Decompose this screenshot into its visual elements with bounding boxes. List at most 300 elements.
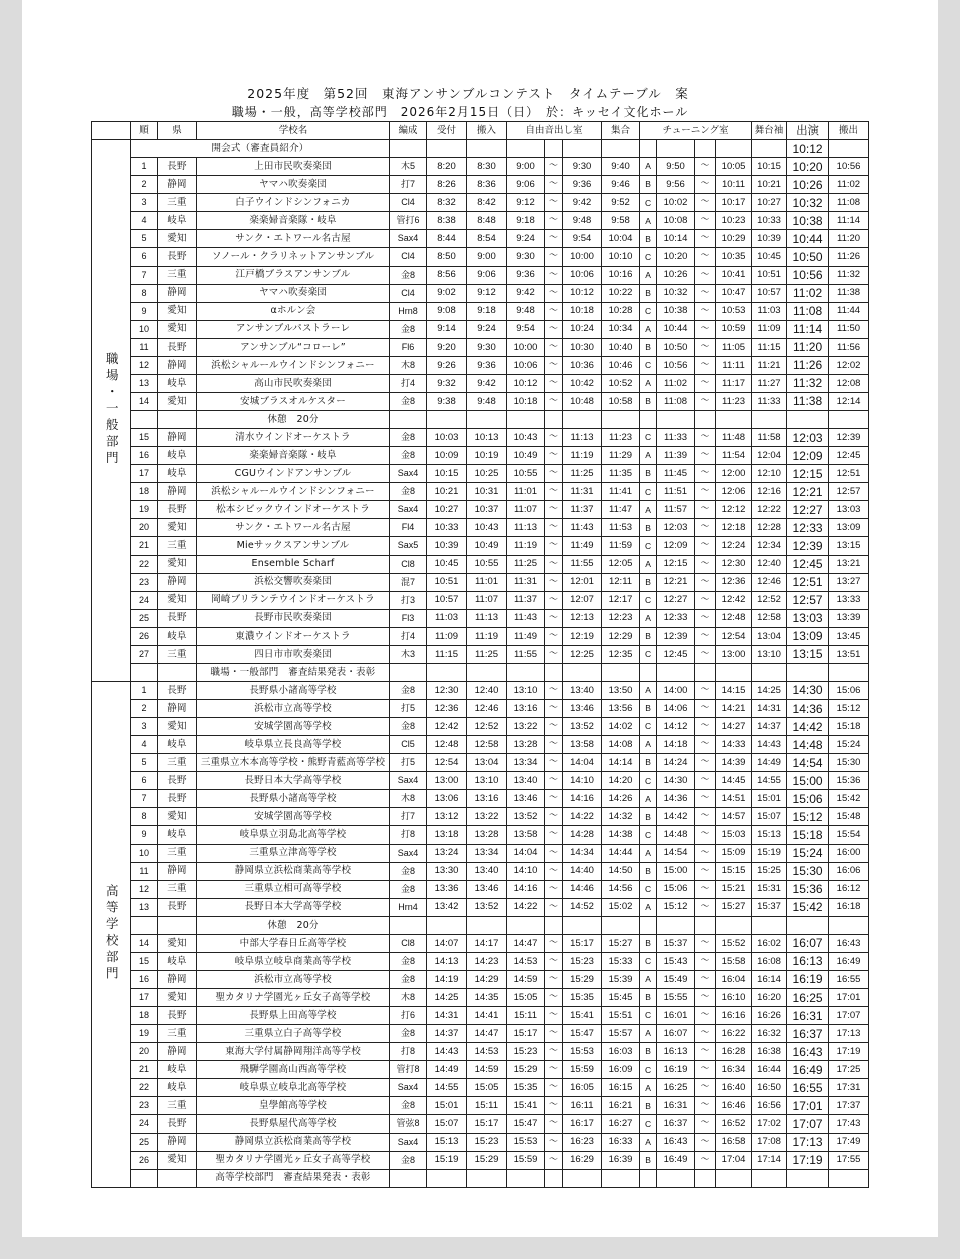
carry-out-time: 11:08 xyxy=(829,194,869,212)
carry-in-time: 10:43 xyxy=(467,519,507,537)
header-performance: 出演 xyxy=(787,122,829,140)
assembly-time: 15:02 xyxy=(602,898,640,916)
tuning-tilde: ～ xyxy=(695,284,716,302)
tuning-room: C xyxy=(640,1115,657,1133)
carry-in-time: 13:10 xyxy=(467,772,507,790)
performance-time: 16:49 xyxy=(787,1061,829,1079)
assembly-time: 10:04 xyxy=(602,230,640,248)
table-row xyxy=(92,266,869,284)
school-name: 江戸橋ブラスアンサンブル xyxy=(197,266,390,284)
school-name: サンク・エトワール名古屋 xyxy=(197,519,390,537)
tuning-end: 14:27 xyxy=(716,718,752,736)
tuning-end: 14:45 xyxy=(716,772,752,790)
tuning-room: A xyxy=(640,158,657,176)
empty-cell xyxy=(467,916,507,934)
carry-out-time: 11:44 xyxy=(829,302,869,320)
assembly-time: 9:46 xyxy=(602,176,640,194)
carry-out-time: 17:49 xyxy=(829,1133,869,1151)
warmup-tilde: ～ xyxy=(545,627,563,645)
stage-wing-time: 12:52 xyxy=(752,591,787,609)
prefecture: 静岡 xyxy=(158,573,197,591)
empty-cell xyxy=(158,663,197,681)
assembly-time: 14:14 xyxy=(602,754,640,772)
carry-in-time: 13:52 xyxy=(467,898,507,916)
reception-time: 8:20 xyxy=(427,158,467,176)
tuning-start: 16:43 xyxy=(657,1133,695,1151)
prefecture: 愛知 xyxy=(158,718,197,736)
tuning-tilde: ～ xyxy=(695,591,716,609)
prefecture: 愛知 xyxy=(158,555,197,573)
performance-time: 11:38 xyxy=(787,392,829,410)
performance-time: 17:19 xyxy=(787,1151,829,1169)
formation: Cl4 xyxy=(390,248,427,266)
warmup-end: 13:46 xyxy=(563,700,602,718)
warmup-end: 15:35 xyxy=(563,989,602,1007)
prefecture: 岐阜 xyxy=(158,1061,197,1079)
prefecture: 静岡 xyxy=(158,356,197,374)
stage-wing-time: 15:37 xyxy=(752,898,787,916)
warmup-start: 15:41 xyxy=(507,1097,545,1115)
school-name: 楽楽婦音楽隊・岐阜 xyxy=(197,447,390,465)
reception-time: 13:30 xyxy=(427,862,467,880)
reception-time: 10:33 xyxy=(427,519,467,537)
table-row xyxy=(92,356,869,374)
tuning-start: 12:39 xyxy=(657,627,695,645)
carry-in-time: 9:42 xyxy=(467,374,507,392)
tuning-start: 15:37 xyxy=(657,934,695,952)
tuning-room: A xyxy=(640,212,657,230)
performance-time: 15:24 xyxy=(787,844,829,862)
school-name: 岐阜県立岐阜北高等学校 xyxy=(197,1079,390,1097)
formation: Hrn4 xyxy=(390,898,427,916)
tuning-tilde: ～ xyxy=(695,519,716,537)
prefecture: 三重 xyxy=(158,266,197,284)
reception-time: 10:15 xyxy=(427,465,467,483)
prefecture: 三重 xyxy=(158,880,197,898)
header-row xyxy=(92,122,869,140)
prefecture: 愛知 xyxy=(158,230,197,248)
empty-cell xyxy=(716,663,752,681)
tuning-tilde: ～ xyxy=(695,1007,716,1025)
school-name: 東海大学付属静岡翔洋高等学校 xyxy=(197,1043,390,1061)
stage-wing-time: 12:10 xyxy=(752,465,787,483)
formation: 打5 xyxy=(390,700,427,718)
carry-out-time: 13:03 xyxy=(829,501,869,519)
header-carry-in: 搬入 xyxy=(467,122,507,140)
tuning-start: 15:12 xyxy=(657,898,695,916)
school-name: 飛騨学園高山西高等学校 xyxy=(197,1061,390,1079)
carry-out-time: 12:08 xyxy=(829,374,869,392)
stage-wing-time: 10:39 xyxy=(752,230,787,248)
warmup-tilde: ～ xyxy=(545,1043,563,1061)
table-row xyxy=(92,880,869,898)
tuning-start: 15:00 xyxy=(657,862,695,880)
stage-wing-time: 16:38 xyxy=(752,1043,787,1061)
warmup-end: 13:58 xyxy=(563,736,602,754)
performance-time: 14:54 xyxy=(787,754,829,772)
carry-in-time: 11:13 xyxy=(467,609,507,627)
table-row xyxy=(92,284,869,302)
tuning-room: C xyxy=(640,483,657,501)
stage-wing-time: 11:33 xyxy=(752,392,787,410)
tuning-tilde: ～ xyxy=(695,934,716,952)
carry-in-time: 8:42 xyxy=(467,194,507,212)
order: 4 xyxy=(131,736,158,754)
tuning-tilde: ～ xyxy=(695,898,716,916)
tuning-end: 12:00 xyxy=(716,465,752,483)
formation: 金8 xyxy=(390,266,427,284)
assembly-time: 14:26 xyxy=(602,790,640,808)
warmup-tilde: ～ xyxy=(545,609,563,627)
warmup-tilde: ～ xyxy=(545,1079,563,1097)
order: 25 xyxy=(131,1133,158,1151)
assembly-time: 9:52 xyxy=(602,194,640,212)
empty-cell xyxy=(829,411,869,429)
warmup-tilde: ～ xyxy=(545,429,563,447)
carry-out-time: 15:42 xyxy=(829,790,869,808)
prefecture: 長野 xyxy=(158,609,197,627)
tuning-tilde: ～ xyxy=(695,1151,716,1169)
tuning-tilde: ～ xyxy=(695,1097,716,1115)
tuning-start: 10:56 xyxy=(657,356,695,374)
carry-out-time: 16:55 xyxy=(829,970,869,988)
order: 26 xyxy=(131,627,158,645)
prefecture: 長野 xyxy=(158,248,197,266)
tuning-room: C xyxy=(640,880,657,898)
performance-time: 11:14 xyxy=(787,320,829,338)
warmup-tilde: ～ xyxy=(545,555,563,573)
empty-cell xyxy=(657,1169,695,1187)
table-row xyxy=(92,483,869,501)
performance-time: 13:03 xyxy=(787,609,829,627)
performance-time: 11:20 xyxy=(787,338,829,356)
carry-out-time: 11:20 xyxy=(829,230,869,248)
performance-time: 17:13 xyxy=(787,1133,829,1151)
warmup-end: 10:36 xyxy=(563,356,602,374)
warmup-end: 10:48 xyxy=(563,392,602,410)
table-row xyxy=(92,736,869,754)
tuning-start: 10:20 xyxy=(657,248,695,266)
table-row xyxy=(92,465,869,483)
tuning-tilde: ～ xyxy=(695,302,716,320)
tuning-end: 10:53 xyxy=(716,302,752,320)
warmup-start: 9:42 xyxy=(507,284,545,302)
reception-time: 9:14 xyxy=(427,320,467,338)
carry-out-time: 17:43 xyxy=(829,1115,869,1133)
carry-in-time: 9:00 xyxy=(467,248,507,266)
warmup-tilde: ～ xyxy=(545,447,563,465)
tuning-room: A xyxy=(640,736,657,754)
assembly-time: 11:53 xyxy=(602,519,640,537)
carry-out-time: 16:18 xyxy=(829,898,869,916)
tuning-end: 10:23 xyxy=(716,212,752,230)
order: 12 xyxy=(131,356,158,374)
tuning-end: 15:03 xyxy=(716,826,752,844)
break-row xyxy=(92,916,869,934)
carry-out-time: 11:14 xyxy=(829,212,869,230)
carry-out-time: 17:13 xyxy=(829,1025,869,1043)
prefecture: 岐阜 xyxy=(158,447,197,465)
tuning-tilde: ～ xyxy=(695,627,716,645)
school-name: サンク・エトワール名古屋 xyxy=(197,230,390,248)
empty-cell xyxy=(467,140,507,158)
warmup-start: 10:00 xyxy=(507,338,545,356)
order: 12 xyxy=(131,880,158,898)
order: 9 xyxy=(131,826,158,844)
empty-cell xyxy=(545,411,563,429)
stage-wing-time: 16:14 xyxy=(752,970,787,988)
tuning-start: 14:18 xyxy=(657,736,695,754)
prefecture: 愛知 xyxy=(158,519,197,537)
tuning-tilde: ～ xyxy=(695,338,716,356)
carry-out-time: 13:15 xyxy=(829,537,869,555)
assembly-time: 15:51 xyxy=(602,1007,640,1025)
formation: 打4 xyxy=(390,374,427,392)
break-label: 休憩 20分 xyxy=(197,916,390,934)
reception-time: 13:18 xyxy=(427,826,467,844)
warmup-tilde: ～ xyxy=(545,1061,563,1079)
tuning-end: 14:33 xyxy=(716,736,752,754)
school-name: 楽楽婦音楽隊・岐阜 xyxy=(197,212,390,230)
carry-in-time: 13:16 xyxy=(467,790,507,808)
stage-wing-time: 14:31 xyxy=(752,700,787,718)
carry-out-time: 16:00 xyxy=(829,844,869,862)
order: 15 xyxy=(131,952,158,970)
reception-time: 13:42 xyxy=(427,898,467,916)
empty-cell xyxy=(602,663,640,681)
empty-cell xyxy=(131,1169,158,1187)
school-name: 松本シビックウインドオーケストラ xyxy=(197,501,390,519)
order: 24 xyxy=(131,1115,158,1133)
assembly-time: 16:33 xyxy=(602,1133,640,1151)
warmup-start: 11:01 xyxy=(507,483,545,501)
empty-cell xyxy=(829,916,869,934)
prefecture: 静岡 xyxy=(158,284,197,302)
formation: Sax4 xyxy=(390,230,427,248)
empty-cell xyxy=(695,140,716,158)
tuning-end: 16:28 xyxy=(716,1043,752,1061)
table-row xyxy=(92,989,869,1007)
assembly-time: 13:56 xyxy=(602,700,640,718)
prefecture: 岐阜 xyxy=(158,826,197,844)
carry-in-time: 8:54 xyxy=(467,230,507,248)
carry-out-time: 11:02 xyxy=(829,176,869,194)
table-row xyxy=(92,609,869,627)
assembly-time: 16:27 xyxy=(602,1115,640,1133)
empty-cell xyxy=(602,411,640,429)
tuning-room: B xyxy=(640,338,657,356)
table-row xyxy=(92,573,869,591)
tuning-room: B xyxy=(640,573,657,591)
table-row xyxy=(92,970,869,988)
carry-in-time: 11:01 xyxy=(467,573,507,591)
prefecture: 静岡 xyxy=(158,700,197,718)
assembly-time: 14:32 xyxy=(602,808,640,826)
tuning-room: B xyxy=(640,862,657,880)
tuning-end: 10:35 xyxy=(716,248,752,266)
document-subtitle: 職場・一般，高等学校部門 2026年2月15日（日） 於：キッセイ文化ホール xyxy=(231,105,689,119)
warmup-end: 14:40 xyxy=(563,862,602,880)
performance-time: 10:44 xyxy=(787,230,829,248)
tuning-end: 12:48 xyxy=(716,609,752,627)
prefecture: 岐阜 xyxy=(158,627,197,645)
order: 8 xyxy=(131,284,158,302)
stage-wing-time: 10:57 xyxy=(752,284,787,302)
school-name: 浜松交響吹奏楽団 xyxy=(197,573,390,591)
performance-time: 15:30 xyxy=(787,862,829,880)
reception-time: 10:27 xyxy=(427,501,467,519)
warmup-end: 14:16 xyxy=(563,790,602,808)
carry-in-time: 9:36 xyxy=(467,356,507,374)
assembly-time: 10:28 xyxy=(602,302,640,320)
tuning-tilde: ～ xyxy=(695,609,716,627)
warmup-end: 11:43 xyxy=(563,519,602,537)
tuning-tilde: ～ xyxy=(695,573,716,591)
assembly-time: 12:05 xyxy=(602,555,640,573)
tuning-start: 14:42 xyxy=(657,808,695,826)
formation: 打8 xyxy=(390,826,427,844)
performance-time: 12:57 xyxy=(787,591,829,609)
stage-wing-time: 14:43 xyxy=(752,736,787,754)
order: 6 xyxy=(131,248,158,266)
school-name: ヤマハ吹奏楽団 xyxy=(197,284,390,302)
prefecture: 岐阜 xyxy=(158,736,197,754)
formation: 木5 xyxy=(390,158,427,176)
performance-time: 14:36 xyxy=(787,700,829,718)
reception-time: 13:00 xyxy=(427,772,467,790)
tuning-tilde: ～ xyxy=(695,356,716,374)
warmup-end: 14:22 xyxy=(563,808,602,826)
tuning-tilde: ～ xyxy=(695,736,716,754)
table-row xyxy=(92,429,869,447)
carry-out-time: 13:51 xyxy=(829,645,869,663)
tuning-room: C xyxy=(640,1007,657,1025)
empty-cell xyxy=(640,663,657,681)
empty-cell xyxy=(507,411,545,429)
warmup-start: 13:58 xyxy=(507,826,545,844)
tuning-tilde: ～ xyxy=(695,754,716,772)
performance-time: 13:09 xyxy=(787,627,829,645)
tuning-room: C xyxy=(640,194,657,212)
warmup-start: 14:53 xyxy=(507,952,545,970)
carry-in-time: 14:47 xyxy=(467,1025,507,1043)
performance-time: 16:25 xyxy=(787,989,829,1007)
school-name: αホルン会 xyxy=(197,302,390,320)
tuning-room: C xyxy=(640,1061,657,1079)
prefecture: 愛知 xyxy=(158,591,197,609)
tuning-end: 15:27 xyxy=(716,898,752,916)
empty-cell xyxy=(467,1169,507,1187)
tuning-room: A xyxy=(640,1079,657,1097)
table-row xyxy=(92,248,869,266)
performance-time: 17:07 xyxy=(787,1115,829,1133)
order: 3 xyxy=(131,718,158,736)
warmup-tilde: ～ xyxy=(545,754,563,772)
carry-in-time: 15:17 xyxy=(467,1115,507,1133)
warmup-tilde: ～ xyxy=(545,772,563,790)
assembly-time: 14:08 xyxy=(602,736,640,754)
tuning-end: 12:42 xyxy=(716,591,752,609)
warmup-start: 13:52 xyxy=(507,808,545,826)
reception-time: 11:09 xyxy=(427,627,467,645)
warmup-start: 9:30 xyxy=(507,248,545,266)
performance-time: 11:32 xyxy=(787,374,829,392)
warmup-tilde: ～ xyxy=(545,645,563,663)
formation: 打5 xyxy=(390,754,427,772)
tuning-end: 15:09 xyxy=(716,844,752,862)
stage-wing-time: 10:15 xyxy=(752,158,787,176)
header-school: 学校名 xyxy=(197,122,390,140)
tuning-end: 11:17 xyxy=(716,374,752,392)
carry-out-time: 12:39 xyxy=(829,429,869,447)
stage-wing-time: 15:01 xyxy=(752,790,787,808)
stage-wing-time: 11:21 xyxy=(752,356,787,374)
order: 14 xyxy=(131,934,158,952)
tuning-start: 15:06 xyxy=(657,880,695,898)
assembly-time: 14:50 xyxy=(602,862,640,880)
performance-time: 16:55 xyxy=(787,1079,829,1097)
empty-cell xyxy=(752,411,787,429)
stage-wing-time: 10:21 xyxy=(752,176,787,194)
warmup-tilde: ～ xyxy=(545,284,563,302)
carry-out-time: 10:56 xyxy=(829,158,869,176)
school-name: 三重県立木本高等学校・熊野青藍高等学校 xyxy=(197,754,390,772)
carry-out-time: 17:55 xyxy=(829,1151,869,1169)
warmup-end: 10:18 xyxy=(563,302,602,320)
performance-time: 14:30 xyxy=(787,681,829,699)
warmup-tilde: ～ xyxy=(545,194,563,212)
tuning-end: 12:12 xyxy=(716,501,752,519)
reception-time: 10:57 xyxy=(427,591,467,609)
tuning-room: B xyxy=(640,230,657,248)
tuning-room: B xyxy=(640,1151,657,1169)
warmup-tilde: ～ xyxy=(545,898,563,916)
assembly-time: 12:29 xyxy=(602,627,640,645)
tuning-room: C xyxy=(640,952,657,970)
tuning-room: C xyxy=(640,645,657,663)
performance-time: 15:00 xyxy=(787,772,829,790)
reception-time: 11:03 xyxy=(427,609,467,627)
warmup-end: 12:19 xyxy=(563,627,602,645)
table-row xyxy=(92,1007,869,1025)
school-name: 白子ウインドシンフォニカ xyxy=(197,194,390,212)
assembly-time: 10:58 xyxy=(602,392,640,410)
warmup-tilde: ～ xyxy=(545,718,563,736)
order: 13 xyxy=(131,898,158,916)
table-row xyxy=(92,808,869,826)
school-name: 清水ウインドオーケストラ xyxy=(197,429,390,447)
tuning-start: 10:44 xyxy=(657,320,695,338)
warmup-tilde: ～ xyxy=(545,501,563,519)
assembly-time: 15:57 xyxy=(602,1025,640,1043)
warmup-tilde: ～ xyxy=(545,266,563,284)
results-row xyxy=(92,663,869,681)
reception-time: 14:13 xyxy=(427,952,467,970)
carry-in-time: 12:58 xyxy=(467,736,507,754)
warmup-tilde: ～ xyxy=(545,790,563,808)
empty-cell xyxy=(752,1169,787,1187)
warmup-tilde: ～ xyxy=(545,826,563,844)
warmup-tilde: ～ xyxy=(545,483,563,501)
tuning-end: 12:06 xyxy=(716,483,752,501)
performance-time: 12:33 xyxy=(787,519,829,537)
order: 13 xyxy=(131,374,158,392)
warmup-tilde: ～ xyxy=(545,302,563,320)
warmup-end: 16:23 xyxy=(563,1133,602,1151)
tuning-end: 11:11 xyxy=(716,356,752,374)
carry-out-time: 15:48 xyxy=(829,808,869,826)
prefecture: 長野 xyxy=(158,1007,197,1025)
